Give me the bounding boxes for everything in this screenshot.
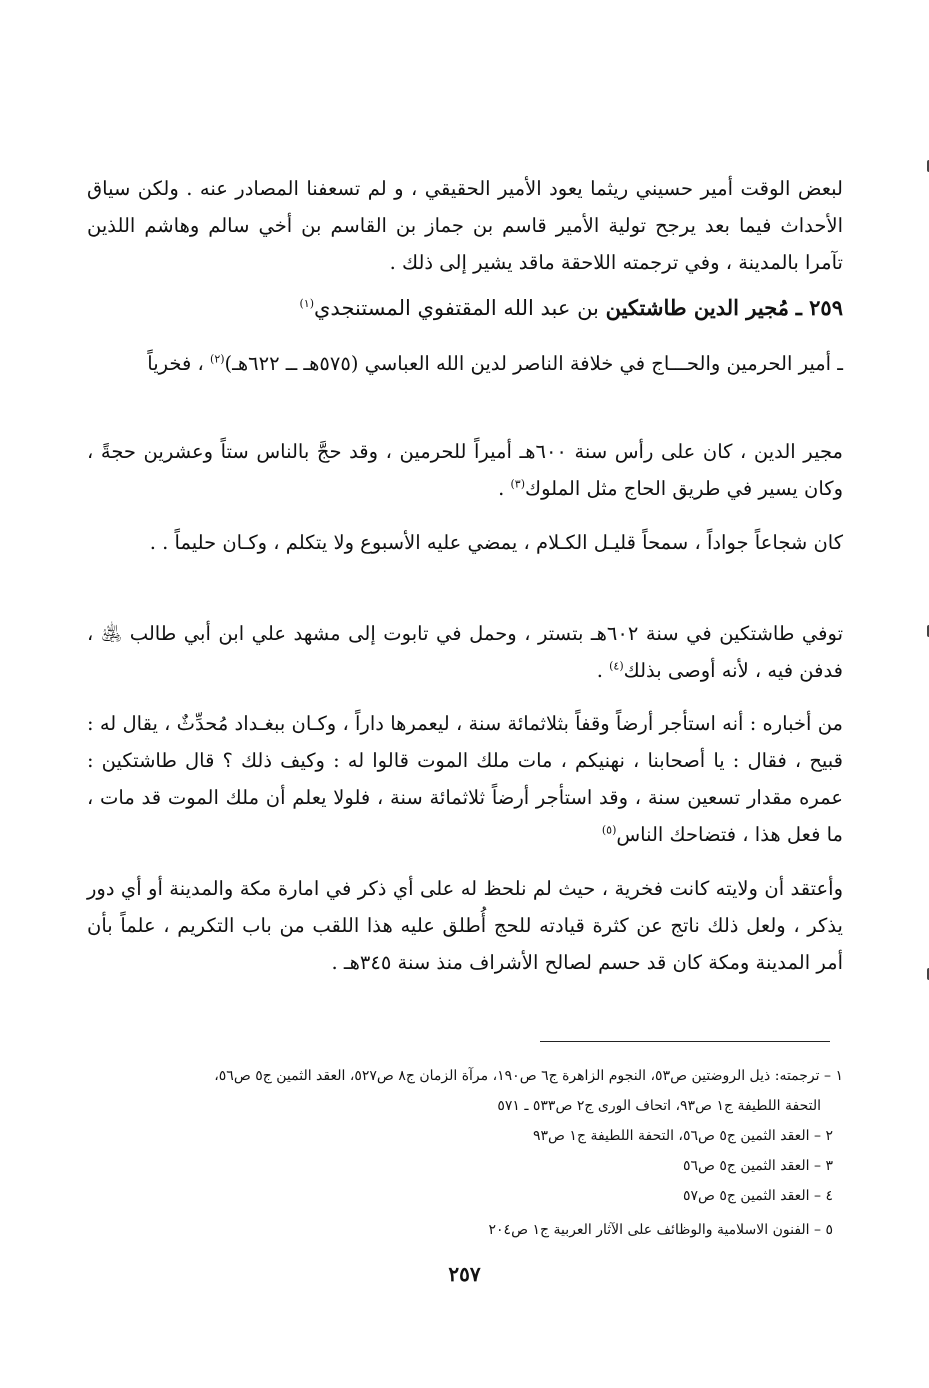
footnote-ref-1: (١) [299,297,314,310]
paragraph-character [87,524,843,561]
paragraph-conclusion-text: وأعتقد أن ولايته كانت فخرية ، حيث لم نلحظ له على أي ذكر في امارة مكة والمدينة أو أي دور يذكر ، ولعل ذلك ناتج عن كثرة قيادته للحج أُطلق عليه هذا اللقب من باب التكريم ، علماً بأن أمر المدينة ومكة كان قد حسم لصالح الأشراف منذ سنة ٣٤٥هـ . [87,877,843,974]
paragraph-conclusion [87,870,843,981]
paragraph-intro-text: لبعض الوقت أمير حسيني ريثما يعود الأمير الحقيقي ، و لم تسعفنا المصادر عنه . ولكن سياق الأحداث فيما بعد يرجح تولية الأمير قاسم بن جماز بن القاسم بن أخي سالم وهاشم اللذين تآمرا بالمدينة ، وفي ترجمته اللاحقة ماقد يشير إلى ذلك . [87,177,843,274]
footnote-divider [540,1041,830,1042]
footnote-ref-2: (٢) [210,352,225,366]
entry-lineage: بن عبد الله المقتفوي المستنجدي [314,296,599,320]
footnote-ref-5: (٥) [601,823,617,837]
paragraph-death [87,615,843,689]
paragraph-role-tail: ، فخرياً [147,352,204,375]
entry-number: ٢٥٩ ـ [795,295,843,320]
footnote-ref-3: (٣) [510,477,526,491]
paragraph-death-tail: . [596,659,603,682]
paragraph-pilgrimage-tail: . [498,477,505,500]
footnote-4-text: ٤ – العقد الثمين ج٥ ص٥٧ [682,1188,833,1204]
paragraph-anecdote-text: من أخباره : أنه استأجر أرضاً وقفاً بثلاثمائة سنة ، ليعمرها داراً ، وكـان ببغـداد مُحدِّثٌ ، يقال له : قبيح ، فقال : يا أصحابنا ، نهنيكم ، مات ملك الموت قالوا له : وكيف ذلك ؟ قال طاشتكين : عمره مقدار تسعين سنة ، وقد استأجر أرضاً ثلاثمائة سنة ، فلولا يعلم أن ملك الموت قد مات ، ما فعل هذا ، فتضاحك الناس [87,712,843,846]
footnote-2-text: ٢ – العقد الثمين ج٥ ص٥٦، التحفة اللطيفة ج١ ص٩٣ [532,1128,833,1144]
paragraph-role-text: ـ أمير الحرمين والحـــاج في خلافة الناصر لدين الله العباسي (٥٧٥هـ ــ ٦٢٢هـ) [224,352,843,375]
paragraph-anecdote [87,705,843,853]
paragraph-title-role [87,345,843,382]
footnote-2 [83,1121,843,1151]
page-number: ٢٥٧ [448,1262,481,1286]
footnote-1-line-2: التحفة اللطيفة ج١ ص٩٣، اتحاف الورى ج٢ ص٥٣٣ ـ ٥٧١ [497,1098,821,1114]
paragraph-death-text: توفي طاشتكين في سنة ٦٠٢هـ بتستر ، وحمل في تابوت إلى مشهد علي ابن أبي طالب ﵁ ، فدفن فيه ، لأنه أوصى بذلك [87,622,844,682]
footnote-5-text: ٥ – الفنون الاسلامية والوظائف على الآثار العربية ج١ ص٢٠٤ [488,1222,833,1238]
footnote-1-line-1: ١ – ترجمته: ذيل الروضتين ص٥٣، النجوم الزاهرة ج٦ ص١٩٠، مرآة الزمان ج٨ ص٥٢٧، العقد الثمين ج٥ ص٥٦، [214,1068,843,1084]
paragraph-character-text: كان شجاعاً جواداً ، سمحاً قليـل الكـلام ، يمضي عليه الأسبوع ولا يتكلم ، وكـان حليماً . . [149,531,843,554]
paragraph-pilgrimage-text: مجير الدين ، كان على رأس سنة ٦٠٠هـ أميراً للحرمين ، وقد حجَّ بالناس ستاً وعشرين حجةً ، وكان يسير في طريق الحاج مثل الملوك [87,440,843,500]
footnote-4 [83,1181,843,1211]
footnote-3-text: ٣ – العقد الثمين ج٥ ص٥٦ [682,1158,833,1174]
paragraph-pilgrimage [87,433,843,507]
entry-heading [87,290,843,326]
footnote-3 [83,1151,843,1181]
footnote-5 [83,1215,843,1245]
paragraph-intro [87,170,843,281]
entry-name: مُجير الدين طاشتكين [605,295,789,320]
footnote-ref-4: (٤) [609,659,624,673]
